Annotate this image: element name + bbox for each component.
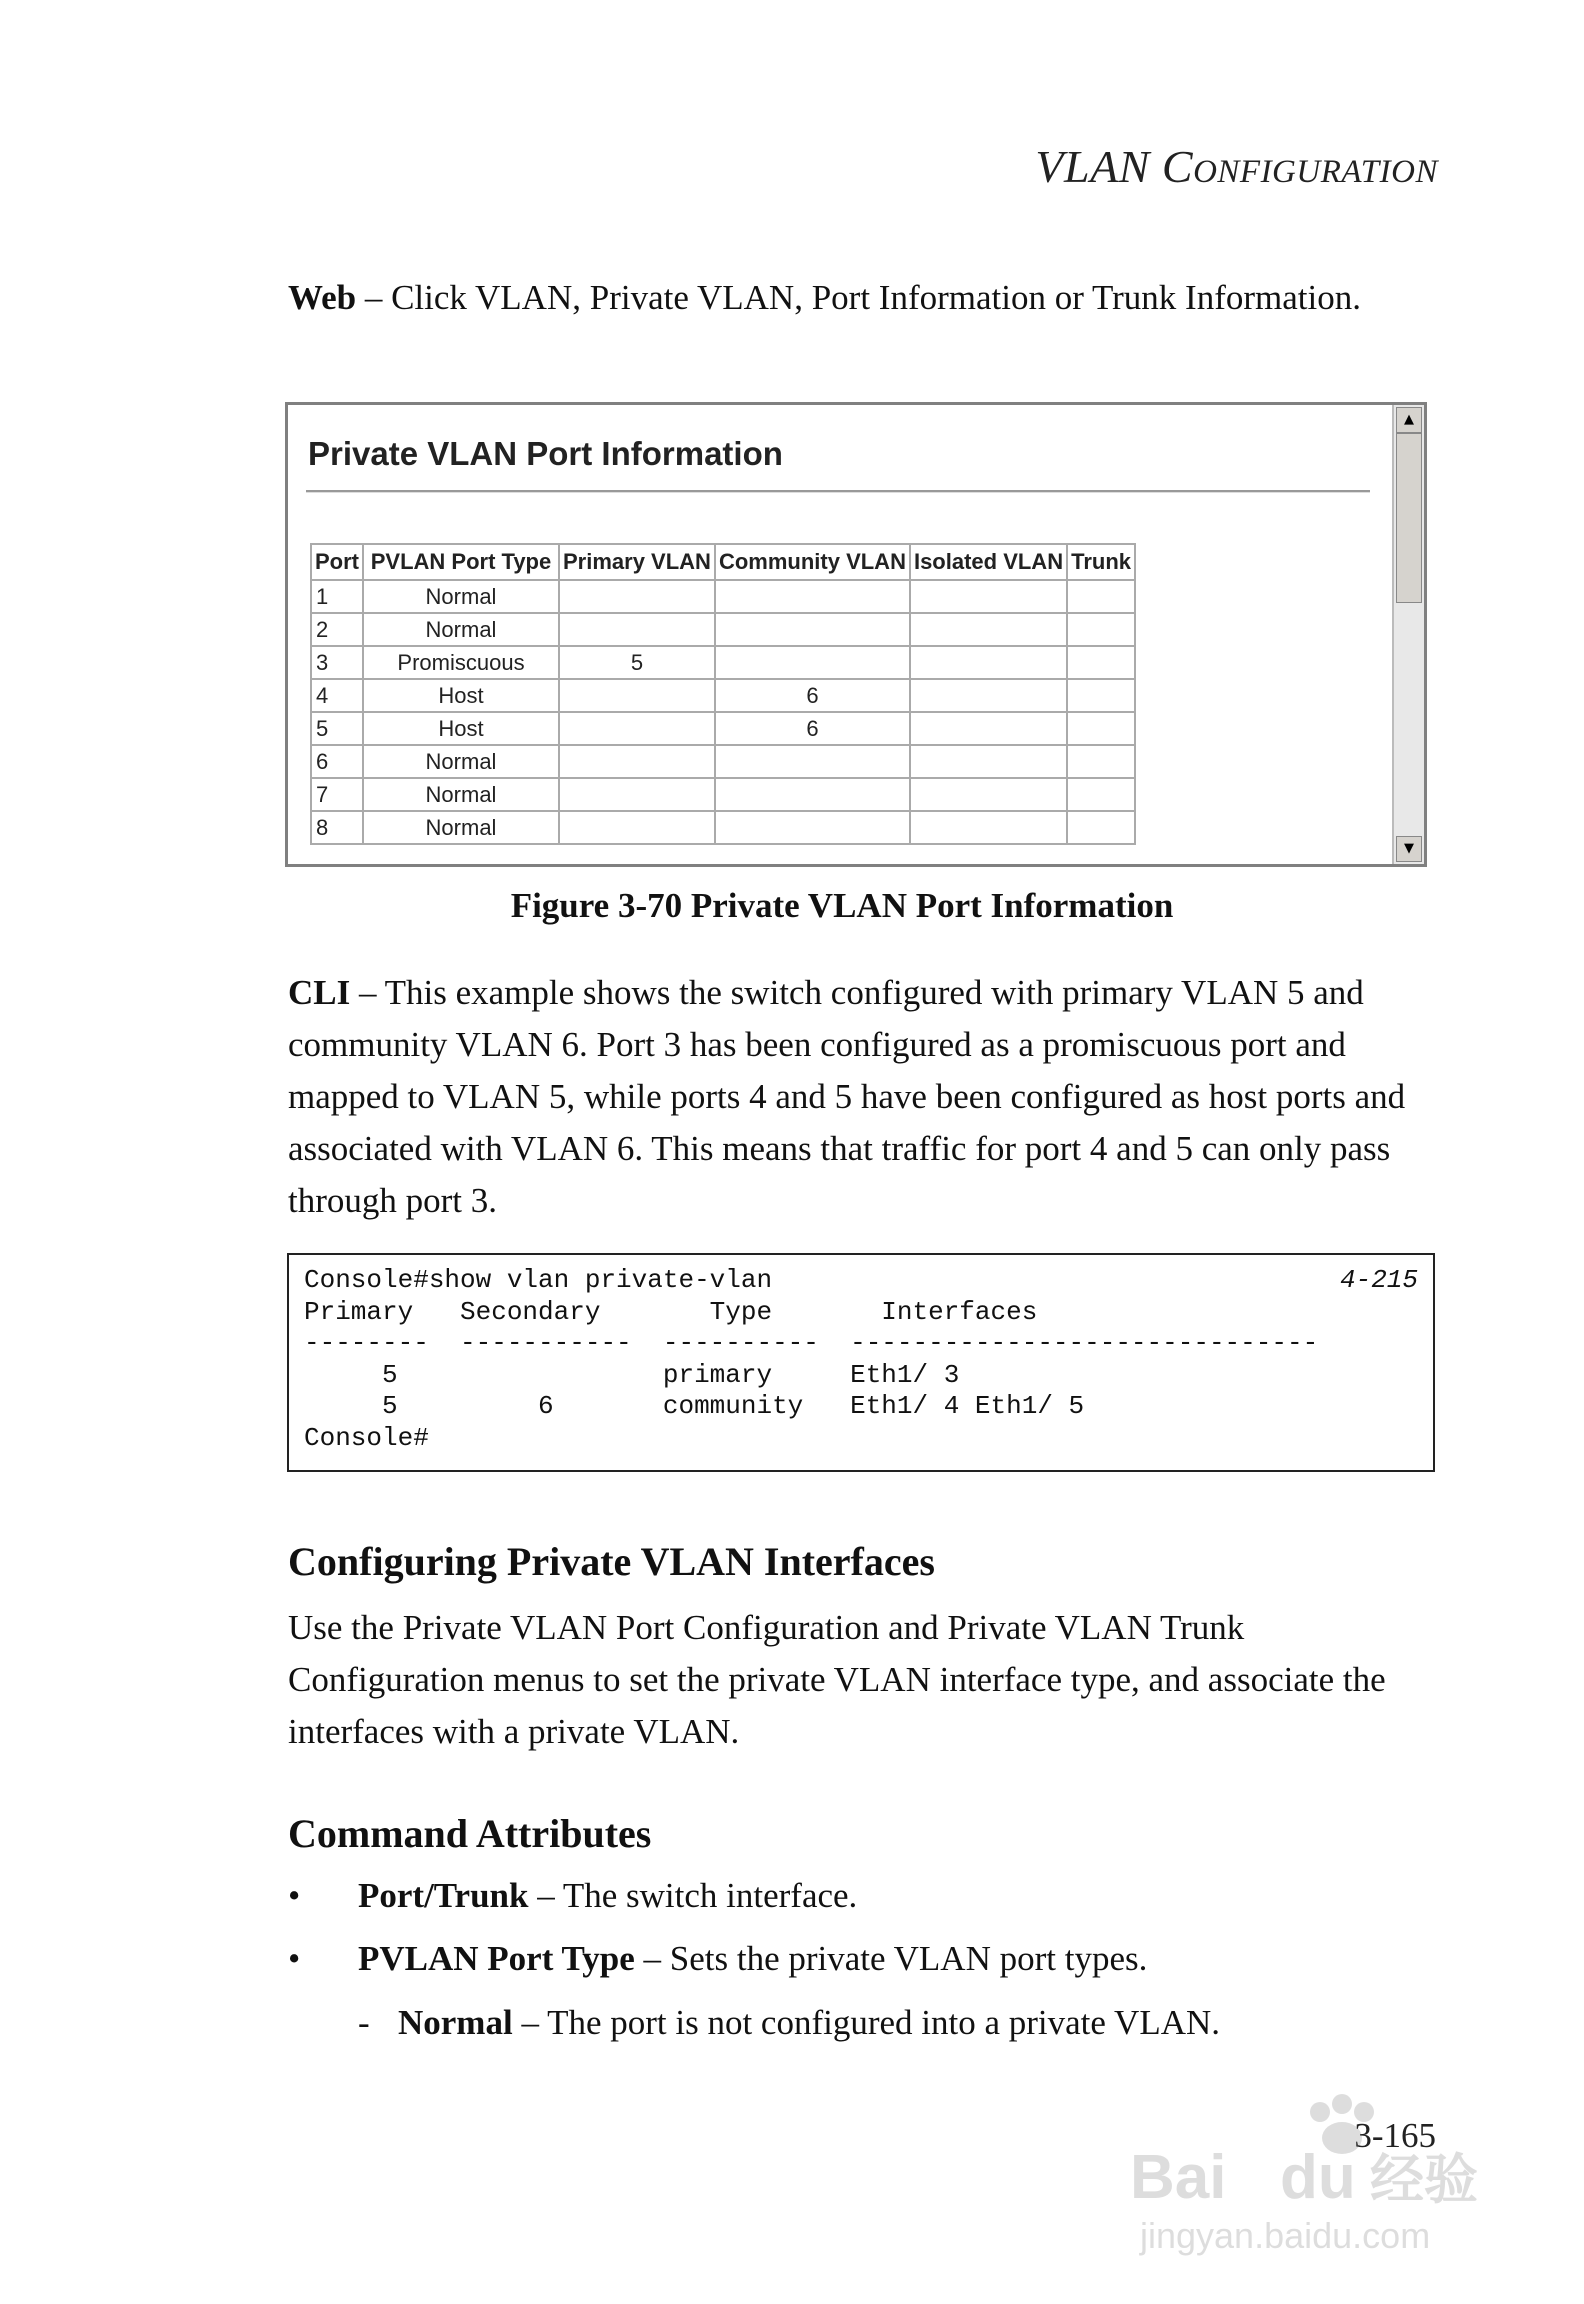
table-cell: Normal (363, 580, 559, 613)
section-body: Use the Private VLAN Port Configuration and Private VLAN Trunk Configuration menus to set the private VLAN interface type, and associate the interfaces with a private VLAN. (288, 1608, 1386, 1751)
col-pvlan-port-type: PVLAN Port Type (363, 544, 559, 580)
scroll-down-icon[interactable]: ▼ (1396, 836, 1422, 862)
table-row (311, 712, 1135, 745)
col-trunk: Trunk (1067, 544, 1135, 580)
table-cell: 7 (311, 778, 363, 811)
table-cell (559, 613, 715, 646)
table-cell: Host (363, 712, 559, 745)
table-cell: Normal (363, 778, 559, 811)
table-cell (559, 811, 715, 844)
table-cell: 6 (311, 745, 363, 778)
watermark-brand: Bai (1130, 2143, 1227, 2212)
table-cell: Promiscuous (363, 646, 559, 679)
table-cell: 6 (715, 712, 910, 745)
baidu-watermark-icon (1120, 2090, 1510, 2260)
col-community-vlan: Community VLAN (715, 544, 910, 580)
table-cell: 3 (311, 646, 363, 679)
scroll-thumb[interactable] (1396, 433, 1422, 603)
table-cell: 1 (311, 580, 363, 613)
table-cell (1067, 646, 1135, 679)
table-cell (715, 811, 910, 844)
title-divider (306, 490, 1370, 493)
col-isolated-vlan: Isolated VLAN (910, 544, 1067, 580)
table-cell (1067, 580, 1135, 613)
table-cell (910, 778, 1067, 811)
table-cell: Normal (363, 811, 559, 844)
header-rest: ONFIGURATION (1193, 154, 1438, 190)
table-cell: 8 (311, 811, 363, 844)
page-number: 3-165 (1354, 2116, 1436, 2155)
watermark-url: jingyan.baidu.com (1140, 2215, 1431, 2256)
web-text: – Click VLAN, Private VLAN, Port Information or Trunk Information. (356, 278, 1361, 317)
table-cell: Normal (363, 745, 559, 778)
table-cell (715, 646, 910, 679)
bullet-label: PVLAN Port Type (358, 1939, 635, 1978)
table-row (311, 580, 1135, 613)
bullet-marker: • (288, 1939, 301, 1978)
cli-paragraph (288, 967, 1438, 1227)
table-cell: Normal (363, 613, 559, 646)
console-output (287, 1253, 1435, 1472)
port-info-table (310, 543, 1136, 845)
table-cell (1067, 778, 1135, 811)
table-cell (559, 580, 715, 613)
sub-bullet-label: Normal (398, 2003, 513, 2042)
watermark-brand2: du (1280, 2143, 1356, 2212)
web-paragraph (288, 272, 1438, 324)
table-cell: Host (363, 679, 559, 712)
screenshot-title: Private VLAN Port Information (308, 435, 783, 472)
header-prefix: VLAN C (1035, 141, 1194, 192)
table-cell (715, 745, 910, 778)
table-cell (910, 712, 1067, 745)
scroll-up-icon[interactable]: ▲ (1396, 407, 1422, 433)
bullet-text: – The switch interface. (528, 1876, 858, 1915)
sub-bullet-text: – The port is not configured into a private VLAN. (512, 2003, 1221, 2042)
section-heading-attributes: Command Attributes (288, 1811, 652, 1856)
table-cell (559, 679, 715, 712)
cli-text: – This example shows the switch configured with primary VLAN 5 and community VLAN 6. Port 3 has been configured as a promiscuous port and mapped to VLAN 5, while ports 4 and 5 have been configured as host ports and associated with VLAN 6. This means that traffic for port 4 and 5 can only pass through port 3. (288, 973, 1406, 1220)
table-cell (715, 778, 910, 811)
table-row (311, 778, 1135, 811)
sub-bullet-marker: - (358, 2003, 370, 2042)
table-row (311, 613, 1135, 646)
table-cell (715, 580, 910, 613)
table-cell (910, 679, 1067, 712)
table-row (311, 811, 1135, 844)
table-cell (1067, 613, 1135, 646)
table-cell (910, 811, 1067, 844)
table-cell (1067, 679, 1135, 712)
table-cell: 2 (311, 613, 363, 646)
bullet-label: Port/Trunk (358, 1876, 529, 1915)
table-cell (910, 646, 1067, 679)
table-cell (559, 778, 715, 811)
table-cell (910, 745, 1067, 778)
table-cell (1067, 811, 1135, 844)
table-header-row (311, 544, 1135, 580)
figure-caption: Figure 3-70 Private VLAN Port Information (510, 886, 1174, 925)
private-vlan-port-info-screenshot (285, 402, 1427, 867)
table-cell (1067, 712, 1135, 745)
table-cell (910, 580, 1067, 613)
table-cell (559, 712, 715, 745)
web-label: Web (288, 278, 357, 317)
table-cell (910, 613, 1067, 646)
table-row (311, 745, 1135, 778)
table-row (311, 679, 1135, 712)
table-cell: 5 (311, 712, 363, 745)
bullet-marker: • (288, 1876, 301, 1915)
vertical-scrollbar[interactable] (1392, 405, 1424, 864)
table-cell: 5 (559, 646, 715, 679)
watermark-suffix: 经验 (1370, 2148, 1478, 2211)
col-primary-vlan: Primary VLAN (559, 544, 715, 580)
console-text: Console#show vlan private-vlan Primary Secondary Type Interfaces -------- ----------- ---------- ------------------------------ 5 primary Eth1/ 3 5 6 community Eth1/ 4 Eth1/ 5 Console# (304, 1265, 1319, 1453)
table-row (311, 646, 1135, 679)
table-cell (559, 745, 715, 778)
table-cell: 4 (311, 679, 363, 712)
section-heading-configuring: Configuring Private VLAN Interfaces (288, 1539, 935, 1584)
table-cell (1067, 745, 1135, 778)
cli-label: CLI (288, 973, 351, 1012)
table-cell: 6 (715, 679, 910, 712)
bullet-text: – Sets the private VLAN port types. (634, 1939, 1148, 1978)
command-reference: 4-215 (1339, 1265, 1418, 1295)
table-cell (715, 613, 910, 646)
col-port: Port (311, 544, 363, 580)
running-header (1035, 140, 1438, 193)
